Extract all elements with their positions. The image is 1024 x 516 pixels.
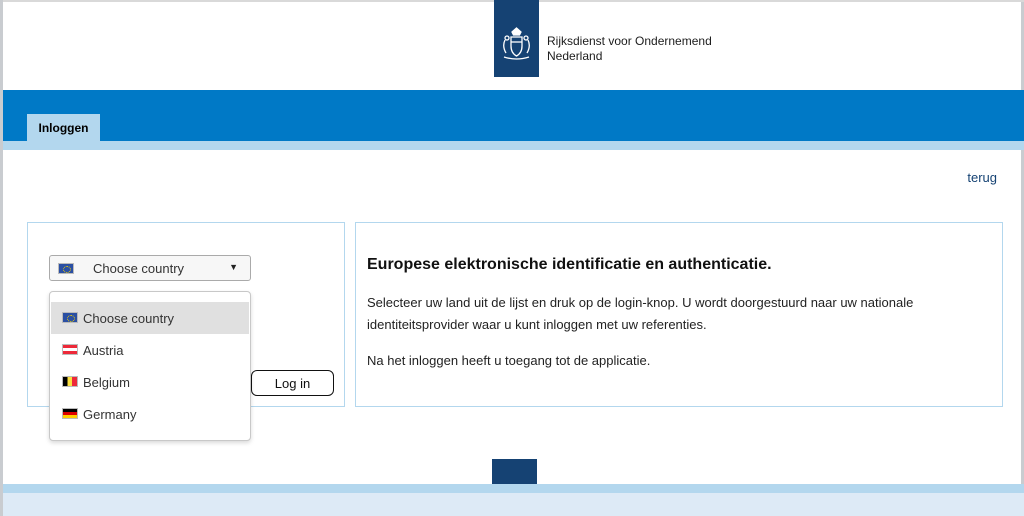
navigation-band-stripe: [3, 141, 1024, 150]
info-paragraph-2: Na het inloggen heeft u toegang tot de applicatie.: [367, 353, 651, 368]
info-paragraph-1: Selecteer uw land uit de lijst en druk op de login-knop. U wordt doorgestuurd naar uw nationale identiteitsprovider waar u kunt inloggen met uw referenties.: [367, 295, 914, 332]
country-dropdown-list: [49, 291, 251, 441]
crest-icon: [498, 26, 535, 62]
footer-stripe: [3, 484, 1024, 493]
footer-logo-block: [492, 459, 537, 484]
org-name-line-2: Nederland: [547, 49, 603, 63]
country-option-label: Germany: [83, 407, 137, 422]
chevron-down-icon: ▼: [229, 262, 238, 272]
footer: [3, 493, 1024, 516]
organization-name: [547, 34, 712, 64]
back-link[interactable]: terug: [967, 170, 997, 185]
info-title: Europese elektronische identificatie en authenticatie.: [367, 256, 772, 273]
country-select-value: Choose country: [93, 260, 185, 276]
country-option-label: Choose country: [83, 311, 175, 326]
country-select[interactable]: [49, 255, 251, 281]
country-option-label: Austria: [83, 343, 124, 358]
eu-flag-icon: [58, 263, 74, 274]
country-option-germany[interactable]: [51, 398, 249, 430]
site-header: [3, 0, 1024, 90]
germany-flag-icon: [62, 408, 78, 419]
country-option-label: Belgium: [83, 375, 130, 390]
belgium-flag-icon: [62, 376, 78, 387]
country-option-belgium[interactable]: [51, 366, 249, 398]
eu-flag-icon: [62, 312, 78, 323]
tab-inloggen[interactable]: Inloggen: [27, 114, 100, 142]
country-option-choose[interactable]: [51, 302, 249, 334]
info-panel: [355, 222, 1003, 407]
country-option-austria[interactable]: [51, 334, 249, 366]
login-button[interactable]: Log in: [251, 370, 334, 396]
org-name-line-1: Rijksdienst voor Ondernemend: [547, 34, 712, 48]
logo-ribbon: [494, 0, 539, 77]
navigation-band: [3, 90, 1024, 141]
austria-flag-icon: [62, 344, 78, 355]
